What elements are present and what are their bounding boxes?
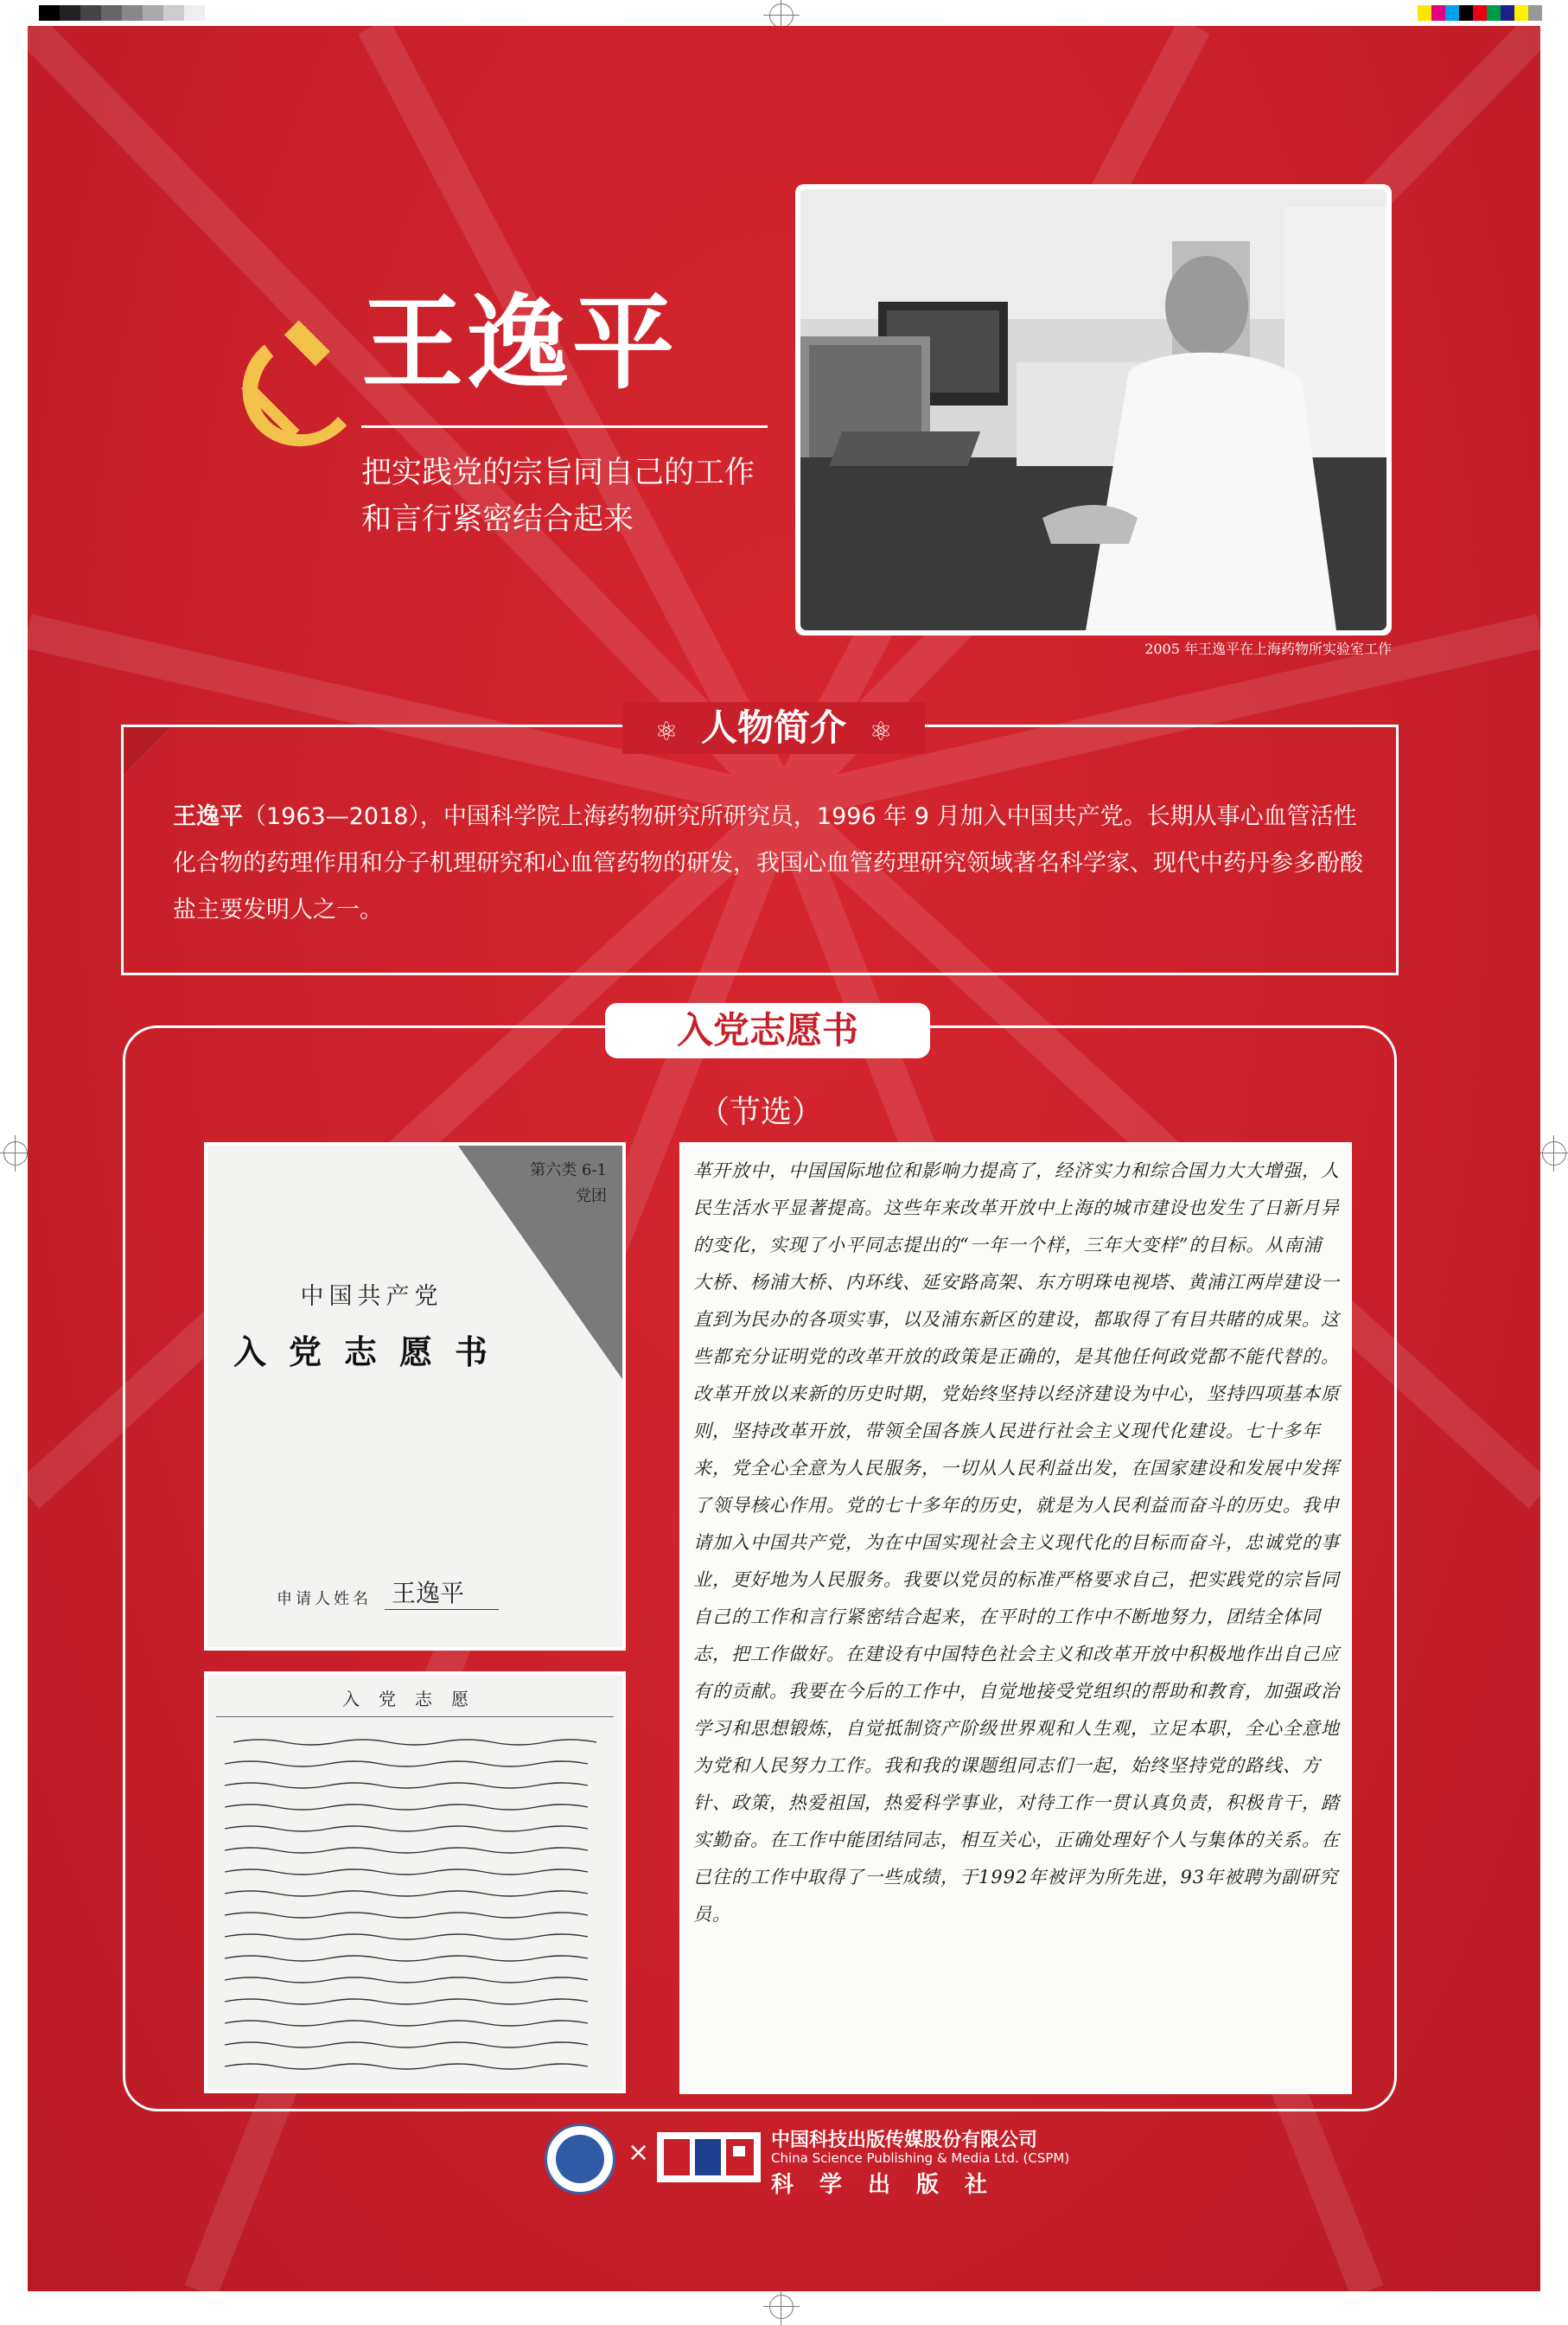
handwritten-letter-scan: [683, 1146, 1348, 2091]
color-calibration-bar: [1418, 5, 1542, 21]
cspm-logo: [657, 2127, 761, 2188]
lab-photo: [800, 189, 1386, 630]
cover-party-name: 中国共产党: [300, 1283, 443, 1310]
application-cover-scan: [207, 1146, 622, 1647]
hammer-and-sickle-icon: [220, 318, 367, 465]
publisher-brand: 科学出版社: [771, 2172, 1014, 2198]
cover-applicant-signature: 王逸平: [385, 1574, 499, 1610]
person-name: 王逸平: [361, 283, 679, 403]
cover-note-line2: 党团: [576, 1187, 607, 1205]
name-underline: [361, 425, 768, 428]
bio-name: 王逸平: [173, 803, 243, 830]
letter-text: 革开放中，中国国际地位和影响力提高了，经济实力和综合国力大大增强，人民生活水平显著提高。这些年来改革开放中上海的城市建设也发生了日新月异的变化，实现了小平同志提出的“一年一个样，三年大变样”的目标。从南浦大桥、杨浦大桥、内环线、延安路高架、东方明珠电视塔、黄浦江两岸建设一直到为民办的各项实事，以及浦东新区的建设，都取得了有目共睹的成果。这些都充分证明党的改革开放的政策是正确的，是其他任何政党都不能代替的。改革开放以来新的历史时期，党始终坚持以经济建设为中心，坚持四项基本原则，坚持改革开放，带领全国各族人民进行社会主义现代化建设。七十多年来，党全心全意为人民服务，一切从人民利益出发，在国家建设和发展中发挥了领导核心作用。党的七十多年的历史，就是为人民利益而奋斗的历史。我申请加入中国共产党，为在中国实现社会主义现代化的目标而奋斗，忠诚党的事业，更好地为人民服务。我要以党员的标准严格要求自己，把实践党的宗旨同自己的工作和言行紧密结合起来，在平时的工作中不断地努力，团结全体同志，把工作做好。在建设有中国特色社会主义和改革开放中积极地作出自己应有的贡献。我要在今后的工作中，自觉地接受党组织的帮助和教育，加强政治学习和思想锻炼，自觉抵制资产阶级世界观和人生观，立足本职，全心全意地为党和人民努力工作。我和我的课题组同志们一起，始终坚持党的路线、方针、政策，热爱祖国，热爱科学事业，对待工作一贯认真负责，积极肯干，踏实勤奋。在工作中能团结同志，相互关心，正确处理好个人与集体的关系。在已往的工作中取得了一些成绩，于1992年被评为所先进，93年被聘为副研究员。: [693, 1160, 1340, 1925]
handwriting-scribble-lines: [207, 1725, 622, 2088]
cover-handwritten-note: [530, 1158, 607, 1210]
publisher-name-en: China Science Publishing & Media Ltd. (CSPM): [771, 2150, 1070, 2166]
page2-title: 入党志愿: [342, 1689, 488, 1709]
bio-box-folded-corner-inner: [124, 727, 172, 776]
cover-applicant-label: 申请人姓名: [277, 1590, 372, 1608]
bio-paragraph: [173, 794, 1366, 934]
application-page-scan: [207, 1675, 622, 2090]
registration-mark-bottom: [769, 2295, 794, 2319]
registration-mark-top: [769, 3, 794, 28]
motto: 把实践党的宗旨同自己的工作和言行紧密结合起来: [361, 456, 755, 537]
bio-title: 人物简介: [700, 706, 846, 749]
publisher-name-cn: 中国科技出版传媒股份有限公司: [771, 2130, 1038, 2151]
bio-text: （1963—2018），中国科学院上海药物研究所研究员，1996 年 9 月加入中国共产党。长期从事心血管活性化合物的药理作用和分子机理研究和心血管药物的研发，我国心血管药理研究领域著名科学家、现代中药丹参多酚酸盐主要发明人之一。: [173, 803, 1363, 923]
logo-separator: ×: [628, 2137, 650, 2168]
grayscale-calibration-bar: [39, 5, 205, 21]
cover-note-line1: 第六类 6-1: [530, 1161, 607, 1179]
application-title: 入党志愿书: [605, 1003, 930, 1058]
university-seal-logo: [545, 2124, 615, 2194]
registration-mark-right: [1542, 1141, 1566, 1166]
atom-icon: ⚛: [654, 717, 679, 747]
atom-icon: ⚛: [869, 717, 893, 747]
registration-mark-left: [3, 1141, 28, 1166]
photo-caption: 2005 年王逸平在上海药物所实验室工作: [1144, 641, 1392, 657]
cover-form-title: 入党志愿书: [233, 1332, 510, 1371]
bio-title-container: [622, 702, 925, 754]
page2-rule: [216, 1716, 614, 1717]
excerpt-label: （节选）: [698, 1095, 823, 1130]
